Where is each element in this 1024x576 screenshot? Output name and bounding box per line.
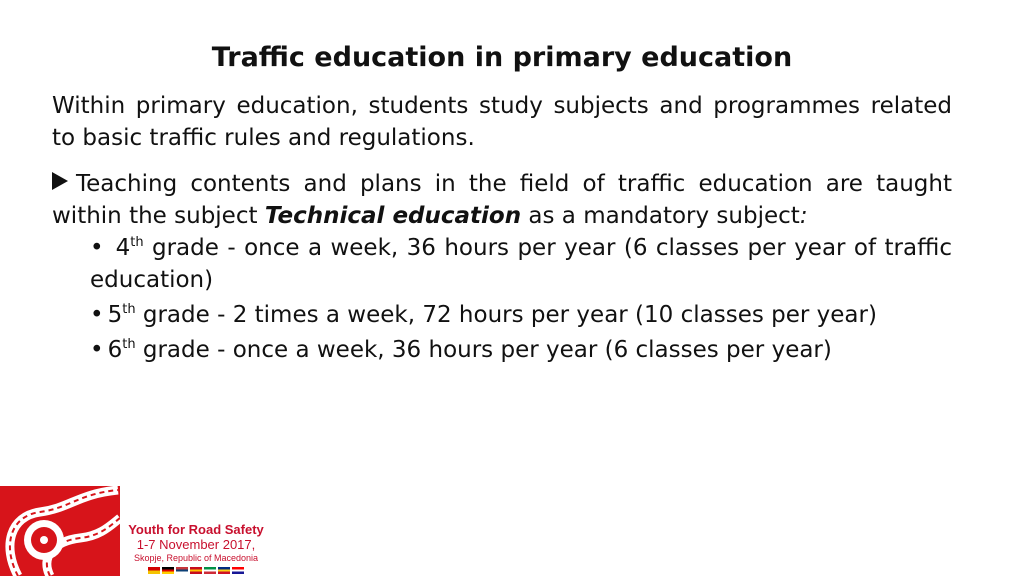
event-logo bbox=[0, 486, 270, 576]
flag-icon bbox=[232, 567, 244, 574]
list-item bbox=[90, 299, 952, 331]
slide-title: Traffic education in primary education bbox=[211, 42, 793, 73]
grade-text: grade - 2 times a week, 72 hours per year (10 classes per year) bbox=[135, 302, 877, 328]
grade-ordinal: th bbox=[122, 337, 136, 352]
list-item bbox=[90, 334, 952, 366]
bullet-icon: • bbox=[90, 302, 104, 328]
logo-text bbox=[122, 522, 270, 574]
event-location: Skopje, Republic of Macedonia bbox=[133, 553, 259, 563]
arrow-bullet-icon bbox=[52, 172, 68, 190]
grade-list bbox=[52, 232, 952, 366]
flag-row bbox=[122, 567, 270, 574]
list-item bbox=[90, 232, 952, 296]
main-point-suffix: as a mandatory subject bbox=[521, 203, 800, 229]
bullet-icon: • bbox=[90, 337, 104, 363]
grade-text: grade - once a week, 36 hours per year (6 classes per year of traffic education) bbox=[90, 235, 952, 293]
grade-ordinal: th bbox=[122, 302, 136, 317]
main-point bbox=[52, 168, 952, 232]
flag-icon bbox=[190, 567, 202, 574]
main-point-colon: : bbox=[799, 203, 808, 229]
road-logo-icon bbox=[0, 486, 120, 576]
intro-paragraph: Within primary education, students study subjects and programmes related to basic traffic rules and regulations. bbox=[52, 93, 952, 151]
grade-number: 5 bbox=[107, 302, 123, 328]
subject-name: Technical education bbox=[264, 203, 522, 229]
grade-number: 4 bbox=[115, 235, 131, 261]
grade-number: 6 bbox=[107, 337, 123, 363]
flag-icon bbox=[204, 567, 216, 574]
flag-icon bbox=[148, 567, 160, 574]
event-name: Youth for Road Safety bbox=[128, 522, 264, 537]
flag-icon bbox=[218, 567, 230, 574]
flag-icon bbox=[162, 567, 174, 574]
bullet-icon: • bbox=[90, 235, 104, 261]
grade-text: grade - once a week, 36 hours per year (6 classes per year) bbox=[135, 337, 832, 363]
main-point-text: Teaching contents and plans in the field of traffic education are taught within the subject bbox=[52, 171, 952, 229]
grade-ordinal: th bbox=[130, 235, 144, 250]
event-dates: 1-7 November 2017, bbox=[136, 537, 256, 552]
slide-body bbox=[52, 90, 952, 369]
flag-icon bbox=[176, 567, 188, 574]
